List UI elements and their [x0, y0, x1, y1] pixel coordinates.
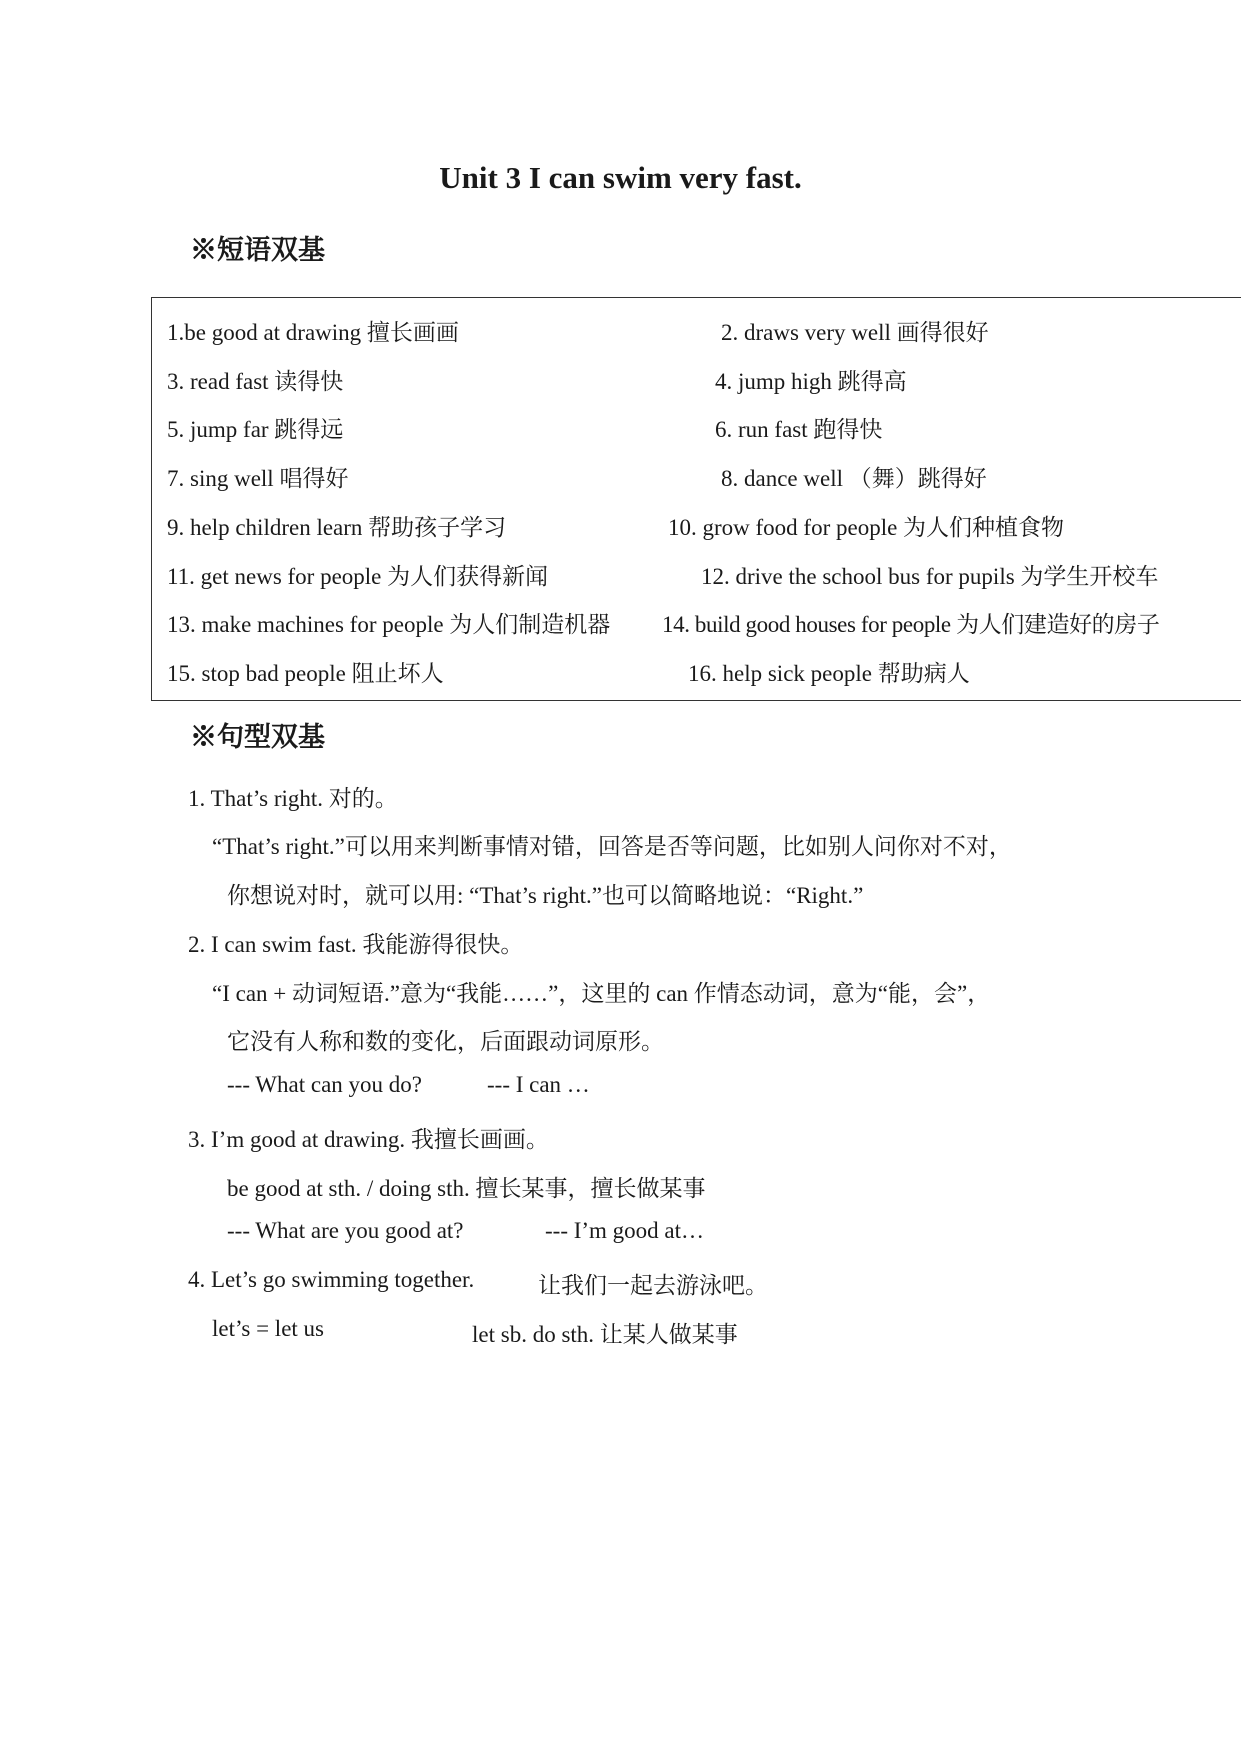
phrase-item: 15. stop bad people 阻止坏人 [167, 661, 444, 686]
explanation-line: let sb. do sth. 让某人做某事 [472, 1322, 738, 1347]
explanation-line: let’s = let us [212, 1316, 324, 1341]
explanation-line: be good at sth. / doing sth. 擅长某事，擅长做某事 [227, 1176, 706, 1201]
phrase-item: 13. make machines for people 为人们制造机器 [167, 612, 611, 637]
page-title: Unit 3 I can swim very fast. [439, 160, 802, 195]
sentence-item: 1. That’s right. 对的。 [188, 786, 398, 811]
explanation-line: 它没有人称和数的变化，后面跟动词原形。 [227, 1029, 664, 1054]
phrase-item: 1.be good at drawing 擅长画画 [167, 320, 459, 345]
explanation-line: “I can + 动词短语.”意为“我能……”，这里的 can 作情态动词，意为“能，会”， [212, 981, 991, 1006]
section-heading-sentences: ※句型双基 [190, 722, 325, 752]
phrase-item: 16. help sick people 帮助病人 [688, 661, 970, 686]
phrase-item: 14. build good houses for people 为人们建造好的房子 [662, 612, 1160, 637]
phrase-item: 3. read fast 读得快 [167, 369, 344, 394]
explanation-line: 你想说对时，就可以用: “That’s right.”也可以简略地说：“Right.” [227, 883, 864, 908]
dialogue-answer: --- I’m good at… [545, 1218, 705, 1243]
explanation-line: “That’s right.”可以用来判断事情对错，回答是否等问题，比如别人问你对不对， [212, 834, 1012, 859]
phrase-item: 9. help children learn 帮助孩子学习 [167, 515, 507, 540]
sentence-item: 2. I can swim fast. 我能游得很快。 [188, 932, 524, 957]
dialogue-question: --- What are you good at? [227, 1218, 464, 1243]
phrase-item: 2. draws very well 画得很好 [721, 320, 989, 345]
phrase-item: 7. sing well 唱得好 [167, 466, 349, 491]
sentence-item: 3. I’m good at drawing. 我擅长画画。 [188, 1127, 549, 1152]
dialogue-answer: --- I can … [487, 1072, 590, 1097]
sentence-translation: 让我们一起去游泳吧。 [538, 1273, 768, 1298]
phrase-item: 6. run fast 跑得快 [715, 417, 883, 442]
section-heading-phrases: ※短语双基 [190, 235, 325, 265]
phrase-item: 4. jump high 跳得高 [715, 369, 907, 394]
phrase-item: 5. jump far 跳得远 [167, 417, 344, 442]
dialogue-question: --- What can you do? [227, 1072, 422, 1097]
phrase-item: 8. dance well （舞）跳得好 [721, 466, 987, 491]
phrase-box [151, 297, 1241, 701]
phrase-item: 10. grow food for people 为人们种植食物 [668, 515, 1065, 540]
phrase-item: 11. get news for people 为人们获得新闻 [167, 564, 549, 589]
sentence-item: 4. Let’s go swimming together. [188, 1267, 475, 1292]
phrase-item: 12. drive the school bus for pupils 为学生开校车 [701, 564, 1159, 589]
